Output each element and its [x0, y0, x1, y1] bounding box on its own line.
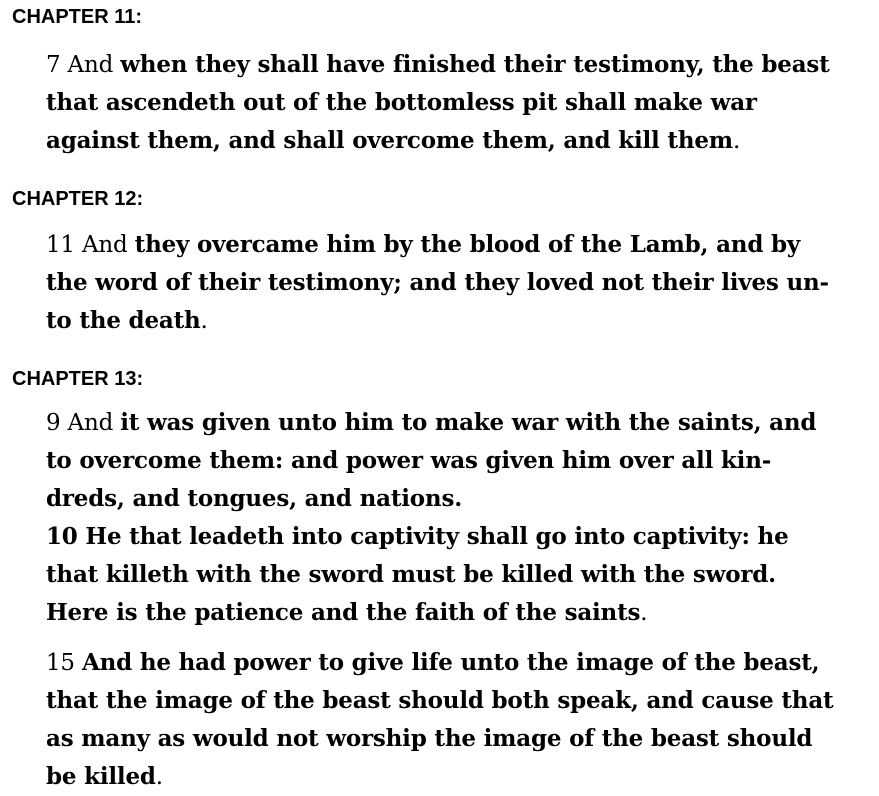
verse-bold-text: dreds, and tongues, and nations. — [46, 485, 463, 512]
verse-bold-text: against them, and shall overcome them, and kill them — [46, 127, 733, 154]
verse-tail-text: . — [155, 764, 163, 790]
verse-line — [46, 682, 846, 720]
verse-tail-text: . — [640, 600, 648, 626]
verse-line — [46, 556, 846, 594]
verse-plain-text: 15 — [46, 650, 82, 676]
verse-line — [46, 84, 846, 122]
verse-13-9-10 — [46, 404, 846, 632]
verse-bold-text: that killeth with the sword must be killed with the sword. — [46, 561, 776, 588]
verse-bold-text: to the death — [46, 307, 201, 334]
verse-line — [46, 594, 846, 632]
verse-plain-text: 7 And — [46, 52, 121, 78]
verse-bold-text: it was given unto him to make war with the saints, and — [120, 409, 817, 436]
verse-line — [46, 758, 846, 796]
verse-plain-text: 9 And — [46, 410, 121, 436]
verse-bold-text: that the image of the beast should both speak, and cause that — [46, 687, 834, 714]
verse-line — [46, 302, 846, 340]
verse-bold-text: Here is the patience and the faith of the saints — [46, 599, 641, 626]
verse-plain-text: 11 And — [46, 232, 135, 258]
verse-bold-text: when they shall have finished their testimony, the beast — [120, 51, 830, 78]
chapter-heading-12: CHAPTER 12: — [12, 188, 144, 210]
verse-tail-text: . — [200, 308, 208, 334]
verse-11-7 — [46, 46, 846, 160]
verse-line — [46, 518, 846, 556]
verse-12-11 — [46, 226, 846, 340]
verse-line — [46, 46, 846, 84]
chapter-heading-11: CHAPTER 11: — [12, 6, 143, 28]
verse-line — [46, 644, 846, 682]
verse-line — [46, 480, 846, 518]
verse-13-15 — [46, 644, 846, 796]
verse-bold-text: they overcame him by the blood of the Lamb, and by — [134, 231, 801, 258]
chapter-heading-13: CHAPTER 13: — [12, 368, 144, 390]
verse-bold-text: And he had power to give life unto the image of the beast, — [81, 649, 820, 676]
verse-bold-text: to overcome them: and power was given him over all kin- — [46, 447, 772, 474]
verse-bold-text: that ascendeth out of the bottomless pit shall make war — [46, 89, 757, 116]
verse-line — [46, 122, 846, 160]
verse-bold-text: as many as would not worship the image of the beast should — [46, 725, 813, 752]
verse-bold-text: be killed — [46, 763, 156, 790]
verse-line — [46, 226, 846, 264]
verse-bold-text: 10 He that leadeth into captivity shall go into captivity: he — [46, 523, 789, 550]
verse-bold-text: the word of their testimony; and they loved not their lives un- — [46, 269, 829, 296]
verse-line — [46, 404, 846, 442]
verse-line — [46, 720, 846, 758]
verse-line — [46, 264, 846, 302]
verse-line — [46, 442, 846, 480]
verse-tail-text: . — [732, 128, 741, 154]
